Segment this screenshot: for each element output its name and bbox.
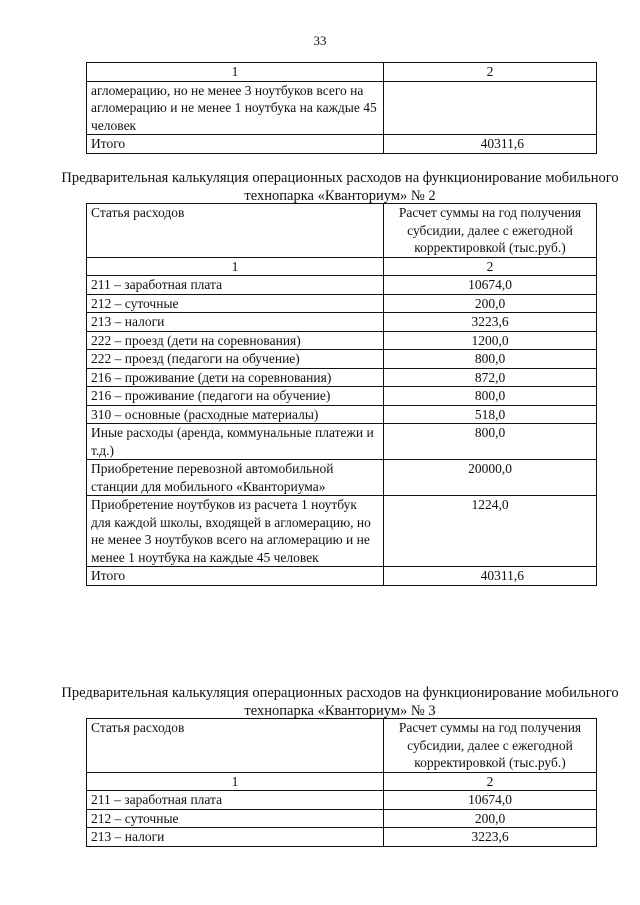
expense-value: 872,0 <box>384 368 597 387</box>
expense-item: 213 – налоги <box>87 313 384 332</box>
table-column-numbers <box>87 257 597 276</box>
header-expense-value: Расчет суммы на год получения субсидии, далее с ежегодной корректировкой (тыс.руб.) <box>384 719 597 773</box>
expense-value: 800,0 <box>384 350 597 369</box>
table-column-numbers <box>87 63 597 82</box>
column-number: 2 <box>384 257 597 276</box>
table-caption-2: Предварительная калькуляция операционных расходов на функционирование мобильного технопарка «Кванториум» № 2 <box>61 170 619 204</box>
expense-value: 518,0 <box>384 405 597 424</box>
expense-value: 10674,0 <box>384 276 597 295</box>
table-row <box>87 313 597 332</box>
table-quantorium-3 <box>86 718 597 847</box>
expense-value: 200,0 <box>384 809 597 828</box>
expense-item: 216 – проживание (дети на соревнования) <box>87 368 384 387</box>
table-row <box>87 276 597 295</box>
header-expense-value: Расчет суммы на год получения субсидии, далее с ежегодной корректировкой (тыс.руб.) <box>384 204 597 258</box>
table-row <box>87 791 597 810</box>
header-expense-item: Статья расходов <box>87 204 384 258</box>
expense-item: 213 – налоги <box>87 828 384 847</box>
table-continuation <box>86 62 597 154</box>
expense-item: 216 – проживание (педагоги на обучение) <box>87 387 384 406</box>
expense-value <box>384 81 597 135</box>
expense-item: 211 – заработная плата <box>87 791 384 810</box>
expense-value: 40311,6 <box>384 567 597 586</box>
expense-item: Итого <box>87 135 384 154</box>
expense-value: 10674,0 <box>384 791 597 810</box>
expense-value: 800,0 <box>384 387 597 406</box>
column-number: 1 <box>87 772 384 791</box>
expense-item: Итого <box>87 567 384 586</box>
table-row <box>87 828 597 847</box>
column-number: 2 <box>384 63 597 82</box>
expense-item: 212 – суточные <box>87 809 384 828</box>
table-row <box>87 81 597 135</box>
table-row-total <box>87 567 597 586</box>
table-caption-3: Предварительная калькуляция операционных расходов на функционирование мобильного технопарка «Кванториум» № 3 <box>61 685 619 719</box>
header-expense-item: Статья расходов <box>87 719 384 773</box>
expense-item: агломерацию, но не менее 3 ноутбуков всего на агломерацию и не менее 1 ноутбука на каждые 45 человек <box>87 81 384 135</box>
table-row <box>87 368 597 387</box>
expense-item: 222 – проезд (педагоги на обучение) <box>87 350 384 369</box>
column-number: 1 <box>87 257 384 276</box>
expense-value: 200,0 <box>384 294 597 313</box>
expense-value: 1200,0 <box>384 331 597 350</box>
expense-item: 212 – суточные <box>87 294 384 313</box>
table-row-total <box>87 135 597 154</box>
table-column-numbers <box>87 772 597 791</box>
table-quantorium-2 <box>86 203 597 586</box>
table-row <box>87 294 597 313</box>
expense-item: 222 – проезд (дети на соревнования) <box>87 331 384 350</box>
table-header <box>87 719 597 773</box>
table-row <box>87 350 597 369</box>
expense-value: 20000,0 <box>384 460 597 496</box>
table-row <box>87 331 597 350</box>
table-row <box>87 424 597 460</box>
table-row <box>87 405 597 424</box>
expense-value: 3223,6 <box>384 828 597 847</box>
table-row <box>87 809 597 828</box>
column-number: 1 <box>87 63 384 82</box>
table-header <box>87 204 597 258</box>
expense-item: 211 – заработная плата <box>87 276 384 295</box>
table-row <box>87 496 597 567</box>
expense-item: Приобретение ноутбуков из расчета 1 ноутбук для каждой школы, входящей в агломерацию, но не менее 3 ноутбуков всего на агломерацию и не менее 1 ноутбука на каждые 45 человек <box>87 496 384 567</box>
expense-value: 800,0 <box>384 424 597 460</box>
expense-item: 310 – основные (расходные материалы) <box>87 405 384 424</box>
column-number: 2 <box>384 772 597 791</box>
expense-item: Приобретение перевозной автомобильной станции для мобильного «Кванториума» <box>87 460 384 496</box>
page-number: 33 <box>313 33 327 48</box>
table-row <box>87 460 597 496</box>
expense-value: 40311,6 <box>384 135 597 154</box>
expense-value: 3223,6 <box>384 313 597 332</box>
table-row <box>87 387 597 406</box>
expense-value: 1224,0 <box>384 496 597 567</box>
expense-item: Иные расходы (аренда, коммунальные платежи и т.д.) <box>87 424 384 460</box>
